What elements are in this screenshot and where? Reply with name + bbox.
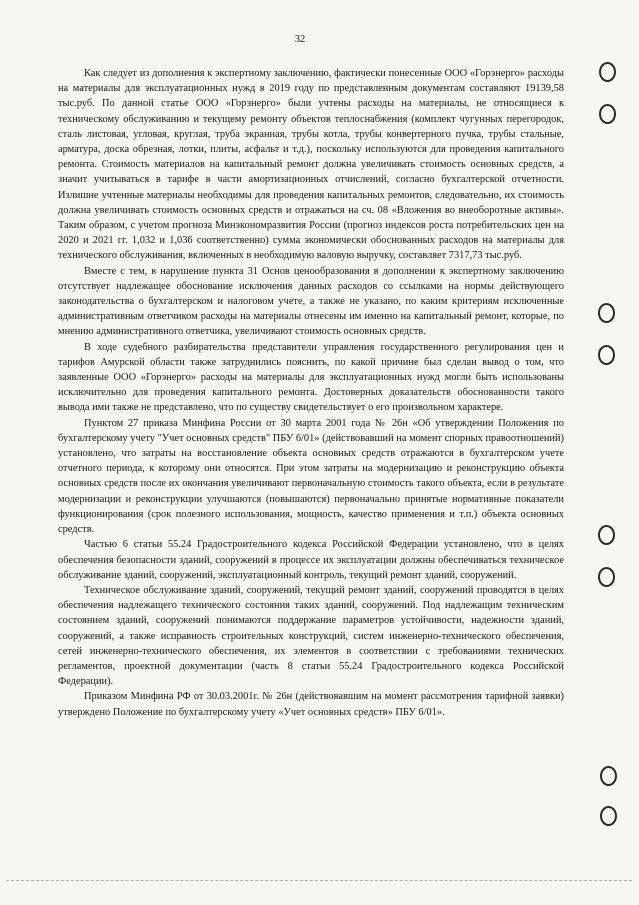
paragraph: Частью 6 статьи 55.24 Градостроительного кодекса Российской Федерации установлено, что в целях обеспечения безопасности зданий, сооружений в процессе их эксплуатации должны обеспечиваться техническое обслуживание зданий, сооружений, эксплуатационный контроль, текущий ремонт зданий, сооружений.: [58, 539, 564, 581]
paragraph: В ходе судебного разбирательства представители управления государственного регулирования цен и тарифов Амурской области также затруднились пояснить, по какой причине был сделан вывод о том, что заявленные ООО «Горэнерго» расходы на материалы для эксплуатационных нужд могли быть использованы исключительно для проведения капитального ремонта. Достоверных доказательств обоснованности такого вывода ими также не представлено, что по существу свидетельствует о его произвольном характере.: [58, 341, 564, 414]
binder-hole-icon: [598, 303, 615, 323]
scan-edge-divider: [6, 880, 632, 881]
page-number: 32: [294, 34, 306, 45]
paragraph: Приказом Минфина РФ от 30.03.2001г. № 26н (действовавшим на момент рассмотрения тарифной заявки) утверждено Положение по бухгалтерскому учету «Учет основных средств» ПБУ 6/01».: [58, 691, 564, 718]
paragraph: Пунктом 27 приказа Минфина России от 30 марта 2001 года № 26н «Об утверждении Положения по бухгалтерскому учету "Учет основных средств" ПБУ 6/01» (действовавший на момент спорных правоотношений) установлено, что затраты на восстановление объекта основных средств отражаются в бухгалтерском учете отчетного периода, к которому они относятся. При этом затраты на модернизацию и реконструкцию объекта основных средств после их окончания увеличивают первоначальную стоимость такого объекта, если в результате модернизации и реконструкции улучшаются (повышаются) первоначально принятые нормативные показатели функционирования (срок полезного использования, мощность, качество применения и т.п.) объекта основных средств.: [58, 417, 564, 536]
document-body: [58, 66, 564, 720]
paragraph: Техническое обслуживание зданий, сооружений, текущий ремонт зданий, сооружений проводятся в целях обеспечения надлежащего технического состояния таких зданий, сооружений. Под надлежащим техническим состоянием зданий, сооружений понимаются поддержание параметров устойчивости, надежности зданий, сооружений, а также исправность строительных конструкций, систем инженерно-технического обеспечения, сетей инженерно-технического обеспечения, их элементов в соответствии с требованиями технических регламентов, проектной документации (часть 8 статьи 55.24 Градостроительного кодекса Российской Федерации).: [58, 584, 564, 688]
paragraph: Как следует из дополнения к экспертному заключению, фактически понесенные ООО «Горэнерго» расходы на материалы для эксплуатационных нужд в 2019 году по представленным документам составляют 19139,58 тыс.руб. По данной статье ООО «Горэнерго» были учтены расходы на материалы, не относящиеся к техническому обслуживанию и текущему ремонту объектов теплоснабжения (комплект чугунных перегородок, сталь листовая, угловая, круглая, труба экранная, трубы котла, трубы конвертерного пучка, трубы стальные, арматура, доска обрезная, лотки, плиты, асфальт и т.д.), поскольку используются для проведения капитального ремонта. Стоимость материалов на капитальный ремонт должна увеличивать стоимость основных средств, а значит учитываться в тарифе в части амортизационных отчислений, согласно бухгалтерской отчетности. Излишне учтенные материалы необходимы для проведения капитальных ремонтов, следовательно, их стоимость должна увеличивать стоимость основных средств и отражаться на сч. 08 «Вложения во внеоборотные активы». Таким образом, с учетом прогноза Минэкономразвития России (прогноз индексов роста потребительских цен на 2020 и 2021 гг. 1,032 и 1,036 соответственно) сумма экономически обоснованных расходов на материалы для технического обслуживания, включенных в необходимую валовую выручку, составляет 7317,73 тыс.руб.: [58, 68, 564, 262]
binder-hole-icon: [600, 766, 617, 786]
binder-hole-icon: [598, 345, 615, 365]
binder-hole-icon: [600, 806, 617, 826]
binder-hole-icon: [599, 62, 616, 82]
binder-hole-icon: [598, 567, 615, 587]
binder-hole-icon: [598, 525, 615, 545]
paragraph: Вместе с тем, в нарушение пункта 31 Основ ценообразования в дополнении к экспертному заключению отсутствует надлежащее обоснование исключения данных расходов со ссылками на нормы действующего законодательства о бухгалтерском и налоговом учете, а также не указано, по каким критериям исключенные административным ответчиком расходы на материалы отнесены им именно на капитальный ремонт, которые, по мнению административного ответчика, увеличивают стоимость основных средств.: [58, 265, 564, 338]
binder-hole-icon: [599, 104, 616, 124]
